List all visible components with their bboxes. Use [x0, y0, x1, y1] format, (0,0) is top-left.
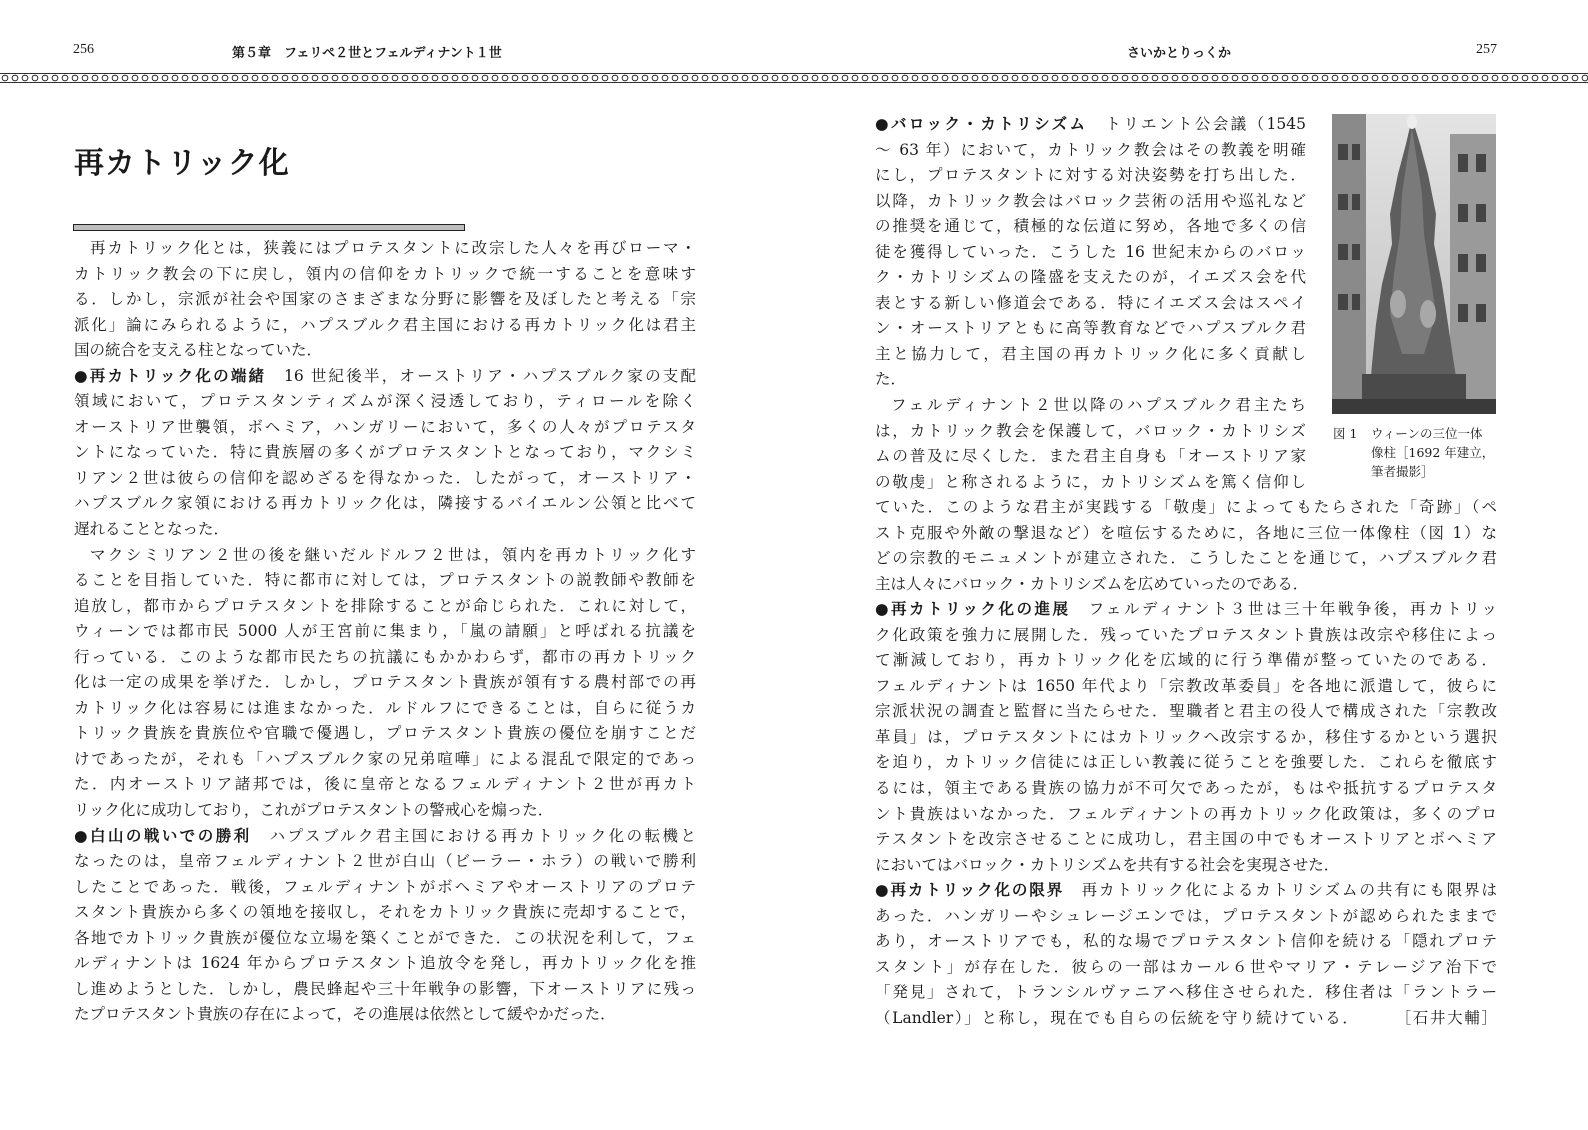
text-line-content: なったのは，皇帝フェルディナント２世が白山（ビーラー・ホラ）の戦いで勝利: [74, 852, 696, 871]
text-line: [875, 138, 1306, 164]
text-line: [74, 517, 696, 543]
text-line-content: ク・カトリシズムの隆盛を支えたのが，イエズス会を代: [875, 268, 1306, 287]
title-underline-bar: [73, 224, 465, 231]
text-line-content: 派化」論にみられるように，ハプスブルク君主国における再カトリック化は君主: [74, 315, 696, 334]
page-title: 再カトリック化: [74, 146, 290, 181]
text-line: [875, 623, 1497, 649]
text-line: [875, 750, 1497, 776]
text-line: [875, 648, 1497, 674]
text-line: [74, 849, 696, 875]
text-line-content: ントになっていた．特に貴族層の多くがプロテスタントとなっており，マクシミ: [74, 443, 696, 462]
right-body-text: [875, 495, 1497, 1031]
text-line-content: オーストリア世襲領，ボヘミア，ハンガリーにおいて，多くの人々がプロテスタ: [74, 417, 696, 436]
text-line: [74, 1002, 696, 1028]
text-line: [74, 491, 696, 517]
text-line: [875, 597, 1497, 623]
text-line-content: ルディナントは 1624 年からプロテスタント追放令を発し，再カトリック化を推: [74, 954, 696, 973]
text-line-content: を迫り，カトリック信徒には正しい教義に従うことを強要した．これらを徹底す: [875, 753, 1497, 772]
text-line: [74, 951, 696, 977]
text-line-content: にし，プロテスタントに対する対決姿勢を打ち出した．: [875, 166, 1306, 185]
decorative-chain-border: [0, 72, 1588, 84]
section-heading: ●再カトリック化の端緒: [74, 366, 267, 385]
text-line-content: ていた．このような君主が実践する「敬虔」によってもたらされた「奇跡」（ペ: [875, 498, 1497, 516]
text-line-content: 遅れることとなった．: [74, 520, 230, 539]
left-page-number: 256: [73, 42, 94, 57]
text-line-content: マクシミリアン２世の後を継いだルドルフ２世は，領内を再カトリック化す: [90, 545, 696, 564]
text-line: [875, 393, 1306, 419]
text-line: [875, 342, 1306, 368]
text-line-content: 再カトリック化によるカトリシズムの共有にも限界は: [1064, 881, 1498, 900]
text-line-content: 各地でカトリック貴族が優位な立場を築くことができた．この状況を利して，フェ: [74, 928, 696, 947]
text-line-content: フェルディナントは 1650 年代より「宗教改革委員」を各地に派遣して，彼らに: [875, 676, 1497, 695]
text-line-content: スタント貴族から多くの領地を接収し，それをカトリック貴族に売却することで，: [74, 903, 696, 922]
text-line-content: 16 世紀後半，オーストリア・ハプスブルク家の支配: [266, 366, 697, 385]
text-line: [74, 364, 696, 390]
text-line-content: 以降，カトリック教会はバロック芸術の活用や巡礼など: [875, 191, 1306, 210]
text-line: [875, 674, 1497, 700]
text-line: [74, 900, 696, 926]
text-line: [875, 214, 1306, 240]
text-line-content: ることを目指していた．特に都市に対しては，プロテスタントの説教師や教師を: [74, 571, 696, 590]
text-line: [74, 721, 696, 747]
text-line-content: においてはバロック・カトリシズムを共有する社会を実現させた．: [875, 855, 1340, 874]
section-heading: ●再カトリック化の限界: [875, 881, 1065, 900]
text-line-content: トリエント公会議（1545: [1087, 115, 1306, 133]
text-line-content: ムの普及に尽くした．また君主自身も「オーストリア家: [875, 447, 1306, 466]
text-line-content: 革員」は，プロテスタントにはカトリックへ改宗するか，移住するかという選択: [875, 727, 1497, 746]
text-line: [875, 291, 1306, 317]
text-line-content: したことであった．戦後，フェルディナントがボヘミアやオーストリアのプロテ: [74, 877, 696, 896]
left-body-text: [74, 236, 696, 1028]
text-line-content: あり，オーストリアでも，私的な場でプロテスタント信仰を続ける「隠れプロテ: [875, 932, 1497, 951]
text-line-content: ン・オーストリアともに高等教育などでハプスブルク君: [875, 319, 1306, 338]
text-line: [875, 521, 1497, 547]
right-running-head: さいかとりっくか: [1127, 46, 1232, 61]
text-line: [875, 980, 1497, 1006]
caption-line: ウィーンの三位一体: [1371, 426, 1483, 441]
text-line-content: （Landler）」と称し，現在でも自らの伝統を守り続けている． ［石井大輔］: [875, 1008, 1497, 1027]
text-line: [74, 977, 696, 1003]
text-line-content: し進めようとした．しかし，農民蜂起や三十年戦争の影響，下オーストリアに残っ: [74, 979, 696, 998]
text-line: [875, 853, 1497, 879]
text-line: [875, 189, 1306, 215]
figure-number: 図 1: [1333, 426, 1358, 441]
text-line: [74, 338, 696, 364]
text-line: [74, 619, 696, 645]
text-line: [875, 444, 1306, 470]
text-line-content: の推奨を通じて，積極的な伝道に努め，各地で多くの信: [875, 217, 1306, 236]
text-line-content: フェルディナント３世は三十年戦争後，再カトリッ: [1070, 600, 1498, 619]
text-line: [74, 440, 696, 466]
text-line-content: フェルディナント２世以降のハプスブルク君主たち: [891, 396, 1306, 415]
text-line-content: 宗派状況の調査と監督に当たらせた．聖職者と君主の役人で構成された「宗教改: [875, 702, 1497, 721]
text-line: [875, 316, 1306, 342]
text-line-content: た．内オーストリア諸邦では，後に皇帝となるフェルディナント２世が再カト: [74, 775, 696, 794]
text-line: [875, 546, 1497, 572]
text-line: [875, 163, 1306, 189]
text-line-content: ハプスブルク家領における再カトリック化は，隣接するバイエルン公領と比べて: [74, 494, 696, 513]
text-line-content: の敬虔」と称されるように，カトリシズムを篤く信仰し: [875, 472, 1306, 491]
text-line: [74, 287, 696, 313]
text-line: [74, 824, 696, 850]
text-line: [74, 798, 696, 824]
text-line-content: るには，領主である貴族の協力が不可欠であったが，もはや抵抗するプロテスタ: [875, 779, 1497, 798]
text-line: [875, 904, 1497, 930]
text-line-content: トリック貴族を貴族位や官職で優遇し，プロテスタント貴族の優位を崩すことだ: [74, 724, 696, 743]
text-line-content: 再カトリック化とは，狭義にはプロテスタントに改宗した人々を再びローマ・: [90, 239, 696, 257]
text-line: [74, 926, 696, 952]
text-line: [875, 240, 1306, 266]
text-line-content: ハプスブルク君主国における再カトリック化の転機と: [251, 826, 696, 845]
text-line-content: あった．ハンガリーやシュレージエンでは，プロテスタントが認められたままで: [875, 906, 1497, 925]
text-line-content: ～ 63 年）において，カトリック教会はその教義を明確: [875, 140, 1306, 159]
text-line-content: 徒を獲得していった．こうした 16 世紀末からのバロッ: [875, 242, 1306, 261]
text-line: [875, 495, 1497, 521]
text-line: [875, 955, 1497, 981]
text-line: [74, 670, 696, 696]
text-line-content: どの宗教的モニュメントが建立された．こうしたことを通じて，ハプスブルク君: [875, 549, 1497, 568]
text-line: [875, 776, 1497, 802]
right-page-number: 257: [1476, 42, 1497, 57]
text-line-content: ウィーンでは都市民 5000 人が王宮前に集まり，「嵐の請願」と呼ばれる抗議を: [74, 622, 696, 641]
caption-line: 像柱［1692 年建立，: [1371, 445, 1495, 460]
text-line: [875, 265, 1306, 291]
text-line: [875, 1006, 1497, 1032]
text-line-content: 領域において，プロテスタンティズムが深く浸透しており，ティロールを除く: [74, 392, 696, 411]
text-line-content: 表とする新しい修道会である．特にイエズス会はスペイ: [875, 293, 1306, 312]
text-line: [74, 313, 696, 339]
text-line: [875, 878, 1497, 904]
text-line: [74, 389, 696, 415]
text-line: [875, 470, 1306, 496]
text-line-content: 国の統合を支える柱となっていた．: [74, 341, 323, 360]
text-line: [875, 572, 1497, 598]
text-line-content: たプロテスタント貴族の存在によって，その進展は依然として緩やかだった．: [74, 1005, 616, 1024]
text-line-content: ク化政策を強力に展開した．残っていたプロテスタント貴族は改宗や移住によっ: [875, 625, 1497, 644]
figure-caption: [1333, 424, 1494, 481]
text-line-content: スタント」が存在した．彼らの一部はカール６世やマリア・テレージア治下で: [875, 957, 1497, 976]
text-line-content: は，カトリック教会を保護して，バロック・カトリシズ: [875, 421, 1306, 440]
text-line: [875, 827, 1497, 853]
left-running-head: 第５章 フェリペ２世とフェルディナント１世: [232, 46, 502, 61]
text-line-content: カトリック教会の下に戻し，領内の信仰をカトリックで統一することを意味す: [74, 264, 696, 283]
text-line: [875, 112, 1306, 138]
text-line-content: テスタントを改宗させることに成功し，君主国の中でもオーストリアとボヘミア: [875, 830, 1497, 849]
text-line-content: る．しかし，宗派が社会や国家のさまざまな分野に影響を及ぼしたと考える「宗: [74, 290, 696, 309]
text-line-content: 主は人々にバロック・カトリシズムを広めていったのである．: [875, 574, 1309, 593]
text-line-content: ント貴族はいなかった．フェルディナントの再カトリック化政策は，多くのプロ: [875, 804, 1497, 823]
text-line-content: 行っている．このような都市民たちの抗議にもかかわらず，都市の再カトリック: [74, 647, 696, 666]
text-line: [74, 568, 696, 594]
section-heading: ●再カトリック化の進展: [875, 600, 1071, 619]
text-line-content: カトリック化は容易には進まなかった．ルドルフにできることは，自らに従うカ: [74, 698, 696, 717]
text-line: [74, 645, 696, 671]
text-line: [74, 543, 696, 569]
section-heading: ●バロック・カトリシズム: [875, 115, 1088, 133]
right-body-text-wrapped: [875, 112, 1306, 495]
text-line-content: スト克服や外敵の撃退など）を喧伝するために，各地に三位一体像柱（図 1）な: [875, 523, 1497, 542]
text-line-content: リック化に成功しており，これがプロテスタントの警戒心を煽った．: [74, 801, 554, 820]
text-line: [74, 875, 696, 901]
text-line-content: 主と協力して，君主国の再カトリック化に多く貢献し: [875, 344, 1306, 363]
figure-trinity-column-photo: [1332, 114, 1496, 414]
text-line: [74, 594, 696, 620]
text-line: [875, 802, 1497, 828]
text-line: [875, 725, 1497, 751]
caption-line: 筆者撮影］: [1371, 464, 1434, 479]
text-line-content: 追放し，都市からプロテスタントを排除することが命じられた．これに対して，: [74, 596, 696, 615]
text-line: [74, 466, 696, 492]
text-line: [875, 699, 1497, 725]
text-line: [74, 236, 696, 262]
section-heading: ●白山の戦いでの勝利: [74, 826, 252, 845]
text-line: [74, 772, 696, 798]
text-line: [74, 262, 696, 288]
text-line: [74, 696, 696, 722]
text-line: [74, 747, 696, 773]
text-line-content: て漸減しており，再カトリック化を広域的に行う準備が整っていたのである．: [875, 651, 1497, 670]
text-line-content: た．: [875, 370, 907, 389]
text-line-content: リアン２世は彼らの信仰を認めざるを得なかった．したがって，オーストリア・: [74, 468, 696, 487]
text-line: [875, 929, 1497, 955]
text-line-content: 「発見」されて，トランシルヴァニアへ移住させられた．移住者は「ラントラー: [875, 983, 1497, 1002]
text-line: [875, 367, 1306, 393]
text-line: [74, 415, 696, 441]
text-line: [875, 419, 1306, 445]
text-line-content: けであったが，それも「ハプスブルク家の兄弟喧嘩」による混乱で限定的であっ: [74, 749, 696, 768]
text-line-content: 化は一定の成果を挙げた．しかし，プロテスタント貴族が領有する農村部での再: [74, 673, 696, 692]
